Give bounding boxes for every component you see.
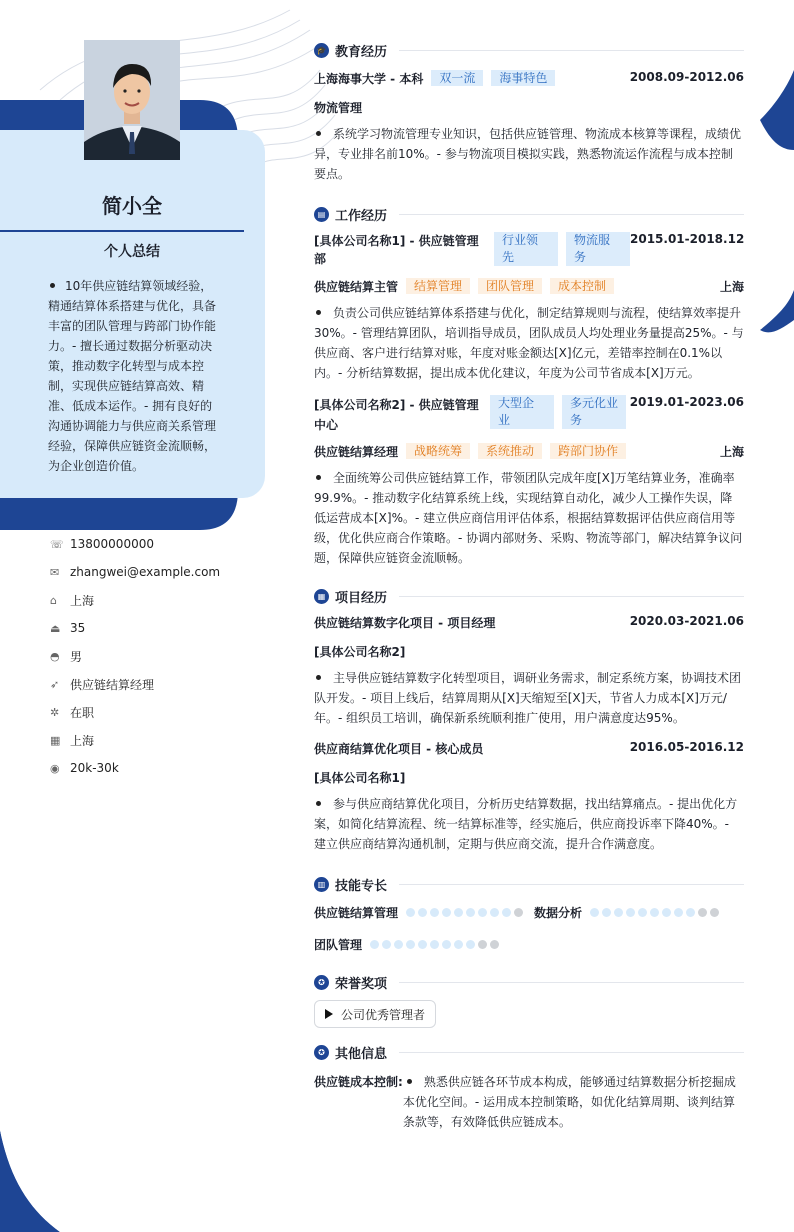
job-company-line: [具体公司名称1] - 供应链管理 (314, 234, 479, 248)
building-icon: ▦ (50, 733, 61, 747)
summary-body: 10年供应链结算领域经验，精通结算体系搭建与优化，具备丰富的团队管理与跨部门协作能力。- 擅长通过数据分析驱动决策，推动数字化转型与成本控制，实现供应链结算高效、精准、低成本运作。- 拥有良好的沟通协调能力与供应商关系管理经验，保障供应链资金流顺畅，为企业创造价值。 (48, 279, 217, 473)
contact-phone (50, 530, 250, 558)
education-title: 教育经历 (335, 44, 388, 60)
job-tag-line: 务 (574, 250, 587, 264)
project-desc (314, 794, 744, 854)
send-icon: ➶ (50, 677, 60, 691)
job-city: 上海 (719, 280, 744, 294)
job-row (314, 395, 744, 435)
contact-status (50, 698, 250, 726)
contact-home (50, 586, 250, 614)
home-icon: ⌂ (50, 593, 57, 607)
skill-dot (382, 940, 391, 949)
other-header (314, 1040, 744, 1064)
skill-dot (662, 908, 671, 917)
skill-name: 供应链结算管理 (314, 905, 399, 920)
contact-position (50, 670, 250, 698)
phone-icon: ☏ (50, 537, 64, 551)
role-row (314, 443, 744, 460)
play-icon (325, 1009, 333, 1019)
award-label: 公司优秀管理者 (341, 1007, 426, 1022)
project-desc-text: 参与供应商结算优化项目，分析历史结算数据，找出结算痛点。- 提出优化方案，如简化结算流程、统一结算标准等，经实施后，供应商投诉率下降40%。- 建立供应商结算沟通机制，定期与供应商交流，提升合作满意度。 (314, 797, 738, 851)
section-divider (399, 214, 744, 215)
info-icon: ✪ (314, 1045, 329, 1060)
status-icon: ✲ (50, 705, 60, 719)
skill-name: 团队管理 (314, 937, 363, 952)
job-tag-line: 行业领 (502, 233, 539, 247)
main-content (314, 38, 744, 1132)
project-desc-text: 主导供应链结算数字化转型项目，调研业务需求，制定系统方案，协调技术团队开发。- 项目上线后，结算周期从[X]天缩短至[X]天，节省人力成本[X]万元/年。- 组织员工培训，确保新系统顺利推广使用，用户满意度达95%。 (314, 671, 742, 725)
project-company: [具体公司名称2] (314, 645, 406, 659)
job-desc-text: 负责公司供应链结算体系搭建与优化，制定结算规则与流程，使结算效率提升30%。- 管理结算团队，培训指导成员，团队成员人均处理业务量提高25%。- 与供应商、客户进行结算对账，年度对账金额达[X]亿元，差错率控制在0.1%以内。- 分析结算数据，提出成本优化建议，年度为公司节省成本[X]万元。 (314, 306, 744, 380)
skill-dot (406, 940, 415, 949)
project-desc (314, 668, 744, 728)
education-row (314, 70, 744, 87)
work-header (314, 202, 744, 226)
job-company-line: 部 (314, 252, 327, 266)
skill-dot (490, 940, 499, 949)
project-name: 供应链结算数字化项目 - 项目经理 (314, 616, 496, 630)
skill-dot (686, 908, 695, 917)
grid-icon: ▦ (314, 589, 329, 604)
skill-dot (442, 940, 451, 949)
skill-dot (602, 908, 611, 917)
education-desc (314, 124, 744, 184)
job-company (314, 395, 484, 435)
job-date: 2015.01-2018.12 (630, 232, 745, 246)
bullet-icon (407, 1079, 412, 1084)
skill-level (370, 940, 502, 949)
role-tag: 成本控制 (550, 278, 614, 294)
job-tag-line: 物流服 (574, 233, 611, 247)
contact-salary (50, 754, 250, 782)
skill-dot (430, 940, 439, 949)
role-tag: 战略统筹 (406, 443, 470, 459)
role-tag: 结算管理 (406, 278, 470, 294)
job-tag-line: 大型企 (498, 396, 535, 410)
role-row (314, 278, 744, 295)
job-tag-line: 业 (498, 413, 511, 427)
other-label: 供应链成本控制: (314, 1075, 403, 1089)
job-tag-line: 多元化业 (570, 396, 619, 410)
school-tag: 双一流 (431, 70, 483, 86)
job-tag-line: 先 (502, 250, 515, 264)
bullet-icon (316, 675, 321, 680)
award-icon: ✪ (314, 975, 329, 990)
skill-level (590, 908, 722, 917)
contact-gender (50, 642, 250, 670)
skills-header (314, 872, 744, 896)
project-name: 供应商结算优化项目 - 核心成员 (314, 742, 484, 756)
role-tag: 跨部门协作 (550, 443, 626, 459)
bar-chart-icon: ▥ (314, 877, 329, 892)
awards-title: 荣誉奖项 (335, 976, 388, 992)
other-desc (403, 1072, 744, 1132)
skill-dot (418, 908, 427, 917)
skill-dot (710, 908, 719, 917)
bullet-icon (316, 475, 321, 480)
name-divider (0, 230, 244, 232)
skill-dot (418, 940, 427, 949)
job-date: 2019.01-2023.06 (629, 395, 744, 409)
skill-dot (478, 908, 487, 917)
job-tag (562, 395, 626, 429)
phone-value: 13800000000 (70, 537, 154, 551)
skill-dot (370, 940, 379, 949)
skill-dot (698, 908, 707, 917)
job-tag-line: 务 (570, 413, 583, 427)
skill-name: 数据分析 (534, 905, 583, 920)
skill-dot (490, 908, 499, 917)
section-divider (399, 1052, 744, 1053)
role-tag: 团队管理 (478, 278, 542, 294)
skill-dot (466, 908, 475, 917)
skill-dot (442, 908, 451, 917)
job-company-line: [具体公司名称2] - 供应链管理 (314, 398, 479, 412)
briefcase-icon: ▤ (314, 207, 329, 222)
education-header (314, 38, 744, 62)
skill-dot (614, 908, 623, 917)
city-value: 上海 (70, 733, 95, 748)
project-date: 2016.05-2016.12 (629, 740, 744, 754)
candidate-name: 简小全 (102, 194, 162, 218)
awards-header (314, 970, 744, 994)
profile-photo (84, 40, 180, 160)
job-company (314, 232, 486, 268)
skill-dot (650, 908, 659, 917)
other-desc-text: 熟悉供应链各环节成本构成，能够通过结算数据分析挖掘成本优化空间。- 运用成本控制策略，如优化结算周期、谈判结算条款等，有效降低供应链成本。 (402, 1075, 736, 1129)
job-city: 上海 (719, 445, 744, 459)
skill-dot (626, 908, 635, 917)
skill-level (406, 908, 526, 917)
mail-icon: ✉ (50, 565, 60, 579)
job-desc (314, 303, 744, 383)
skill-dot (502, 908, 511, 917)
section-divider (399, 982, 744, 983)
salary-value: 20k-30k (70, 761, 119, 775)
skill-dot (478, 940, 487, 949)
position-value: 供应链结算经理 (70, 677, 155, 692)
status-value: 在职 (70, 705, 95, 720)
contact-age (50, 614, 250, 642)
skill-row (314, 902, 744, 922)
skill-dot (430, 908, 439, 917)
role-tag: 系统推动 (478, 443, 542, 459)
skill-dot (674, 908, 683, 917)
job-desc (314, 468, 744, 568)
project-row (314, 614, 744, 631)
job-tag (490, 395, 554, 429)
contact-city (50, 726, 250, 754)
skill-row (314, 934, 744, 954)
age-value: 35 (70, 621, 86, 635)
education-date: 2008.09-2012.06 (629, 70, 744, 84)
summary-text (48, 276, 218, 476)
salary-icon: ◉ (50, 761, 60, 775)
major: 物流管理 (314, 101, 363, 115)
skills-title: 技能专长 (335, 878, 388, 894)
section-divider (399, 596, 744, 597)
job-tag (566, 232, 630, 266)
summary-title: 个人总结 (104, 244, 160, 260)
award-item[interactable] (314, 1000, 436, 1028)
skill-dot (590, 908, 599, 917)
skill-dot (394, 940, 403, 949)
home-value: 上海 (70, 593, 95, 608)
skill-dot (454, 908, 463, 917)
email-value: zhangwei@example.com (70, 565, 221, 579)
project-row (314, 740, 744, 757)
job-company-line: 中心 (314, 418, 339, 432)
skill-dot (638, 908, 647, 917)
bullet-icon (316, 310, 321, 315)
skill-dot (454, 940, 463, 949)
contact-email (50, 558, 250, 586)
school-name: 上海海事大学 - 本科 (314, 72, 424, 86)
contact-list (50, 530, 250, 782)
job-role: 供应链结算主管 (314, 280, 399, 294)
section-divider (399, 50, 744, 51)
skill-dot (514, 908, 523, 917)
gender-value: 男 (70, 649, 83, 664)
project-company: [具体公司名称1] (314, 771, 406, 785)
other-row (314, 1072, 744, 1132)
skill-dot (466, 940, 475, 949)
school-tag: 海事特色 (491, 70, 555, 86)
job-tag (494, 232, 558, 266)
job-desc-text: 全面统筹公司供应链结算工作，带领团队完成年度[X]万笔结算业务，准确率99.9%。- 推动数字化结算系统上线，实现结算自动化，减少人工操作失误，降低运营成本[X]%。- 建立供应商信用评估体系，根据结算数据评估供应商信用等级，优化供应商合作策略。- 协调内部财务、采购、物流等部门，解决结算争议问题，保障供应链资金流顺畅。 (314, 471, 743, 565)
education-desc-text: 系统学习物流管理专业知识，包括供应链管理、物流成本核算等课程，成绩优异，专业排名前10%。- 参与物流项目模拟实践，熟悉物流运作流程与成本控制要点。 (314, 127, 742, 181)
project-date: 2020.03-2021.06 (629, 614, 744, 628)
gender-icon: ◓ (50, 649, 60, 663)
bullet-icon (50, 283, 55, 288)
bullet-icon (316, 131, 321, 136)
job-row (314, 232, 744, 268)
job-role: 供应链结算经理 (314, 445, 399, 459)
age-icon: ⏏ (50, 621, 61, 635)
projects-header (314, 584, 744, 608)
bullet-icon (316, 801, 321, 806)
other-title: 其他信息 (335, 1046, 388, 1062)
section-divider (399, 884, 744, 885)
graduation-icon: 🎓 (314, 43, 329, 58)
work-title: 工作经历 (335, 208, 388, 224)
projects-title: 项目经历 (335, 590, 388, 606)
skill-dot (406, 908, 415, 917)
